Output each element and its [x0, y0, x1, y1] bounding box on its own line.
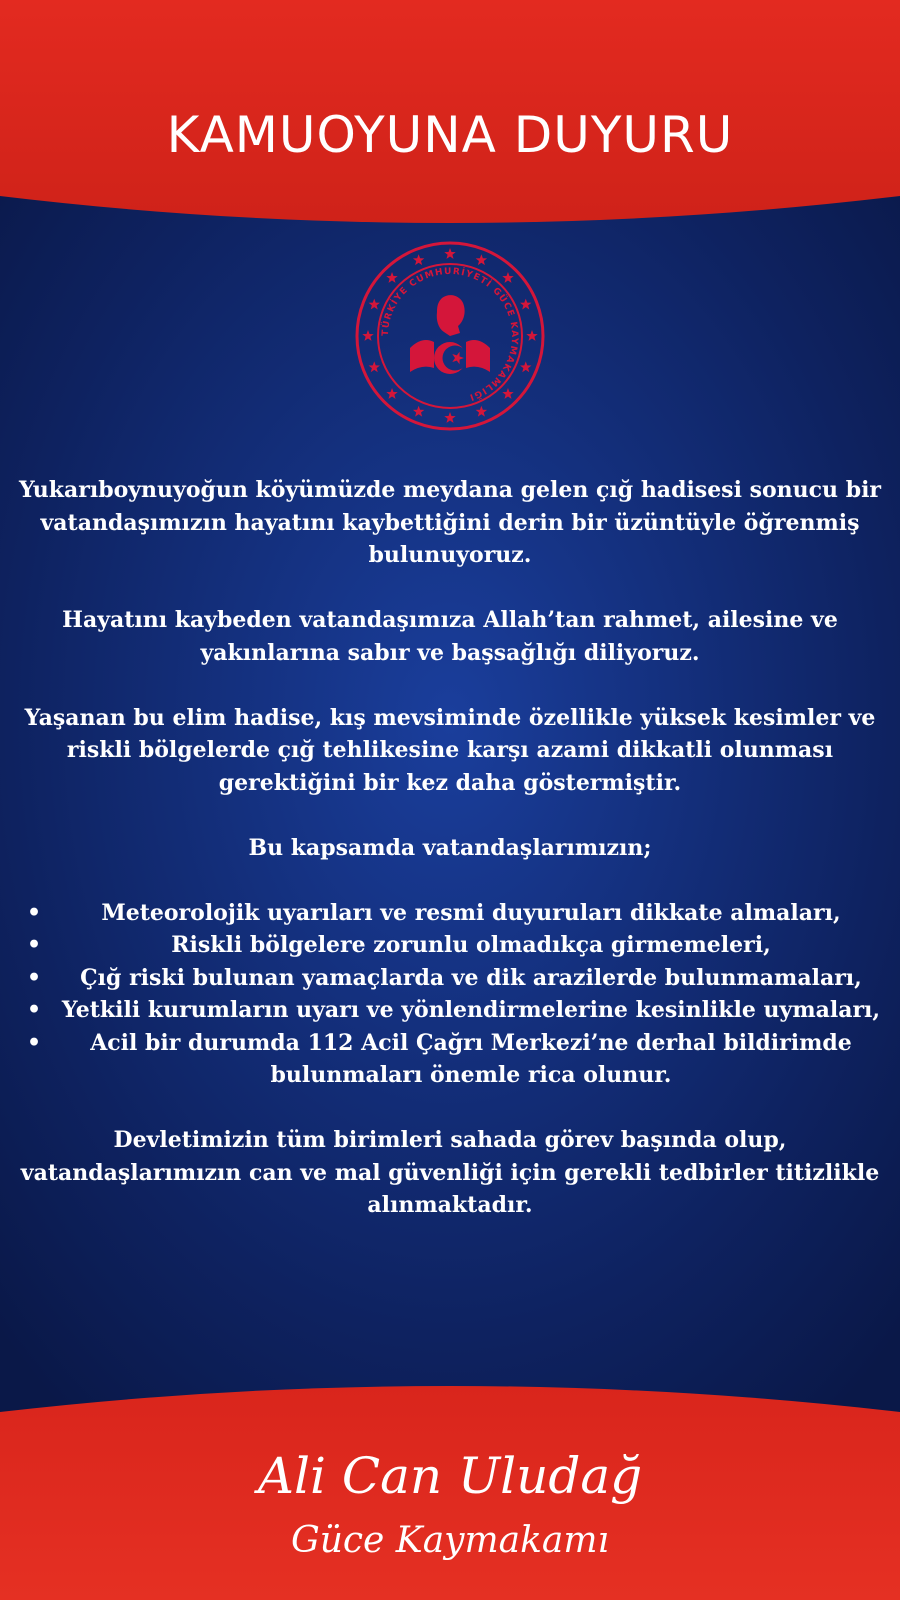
paragraph-closing: Devletimizin tüm birimleri sahada görev başında olup, vatandaşlarımızın can ve mal güvenliği için gerekli tedbirler titizlikle alınmaktadır.: [20, 1127, 880, 1218]
page-title: KAMUOYUNA DUYURU: [166, 106, 734, 164]
signature-name: Ali Can Uludağ: [257, 1447, 643, 1505]
list-item: • Meteorolojik uyarıları ve resmi duyuruları dikkate almaları,: [10, 897, 890, 930]
paragraph-condolence: Hayatını kaybeden vatandaşımıza Allah’tan rahmet, ailesine ve yakınlarına sabır ve başsağlığı diliyoruz.: [62, 607, 838, 666]
kaymakamlik-seal-icon: [350, 236, 550, 436]
seal-star-icon: [502, 388, 513, 399]
list-item: • Riskli bölgelere zorunlu olmadıkça girmemeleri,: [10, 929, 890, 962]
seal-star-icon: [386, 272, 397, 283]
seal-star-icon: [520, 361, 531, 372]
seal-star-icon: [369, 361, 380, 372]
list-item: • Acil bir durumda 112 Acil Çağrı Merkezi’ne derhal bildirimde bulunmaları önemle rica olunur.: [10, 1027, 890, 1092]
seal-text: TÜRKİYE CUMHURİYETİ GÜCE KAYMAKAMLIĞI: [380, 266, 520, 402]
paragraph-warning: Yaşanan bu elim hadise, kış mevsiminde özellikle yüksek kesimler ve riskli bölgelerde çığ tehlikesine karşı azami dikkatli olunması gerektiğini bir kez daha göstermiştir.: [24, 704, 876, 796]
seal-star-icon: [520, 299, 531, 310]
seal-star-icon: [444, 248, 455, 259]
bullet-icon: •: [27, 899, 42, 926]
seal-star-icon: [526, 330, 537, 341]
seal-star-icon: [476, 406, 487, 417]
bullet-icon: •: [27, 997, 42, 1023]
advice-list: [10, 897, 890, 1092]
list-item: • Çığ riski bulunan yamaçlarda ve dik arazilerde bulunmamaları,: [10, 962, 890, 995]
seal-star-icon: [502, 272, 513, 283]
seal-star-icon: [413, 254, 424, 265]
seal-star-icon: [476, 254, 487, 265]
seal-star-icon: [369, 299, 380, 310]
seal-star-icon: [362, 330, 373, 341]
seal-star-icon: [386, 388, 397, 399]
seal-star-icon: [413, 406, 424, 417]
bullet-icon: •: [27, 964, 42, 991]
paragraph-lead-in: Bu kapsamda vatandaşlarımızın;: [248, 834, 652, 861]
signature-title: Güce Kaymakamı: [290, 1520, 610, 1561]
list-item: • Yetkili kurumların uyarı ve yönlendirmelerine kesinlikle uymaları,: [10, 994, 890, 1027]
seal-star-icon: [444, 412, 455, 423]
announcement-body: [10, 474, 890, 1254]
bullet-icon: •: [27, 932, 42, 958]
bullet-icon: •: [27, 1029, 42, 1056]
paragraph-intro: Yukarıboynuyoğun köyümüzde meydana gelen çığ hadisesi sonucu bir vatandaşımızın hayatını kaybettiğini derin bir üzüntüyle öğrenmiş bulunuyoruz.: [18, 477, 882, 568]
